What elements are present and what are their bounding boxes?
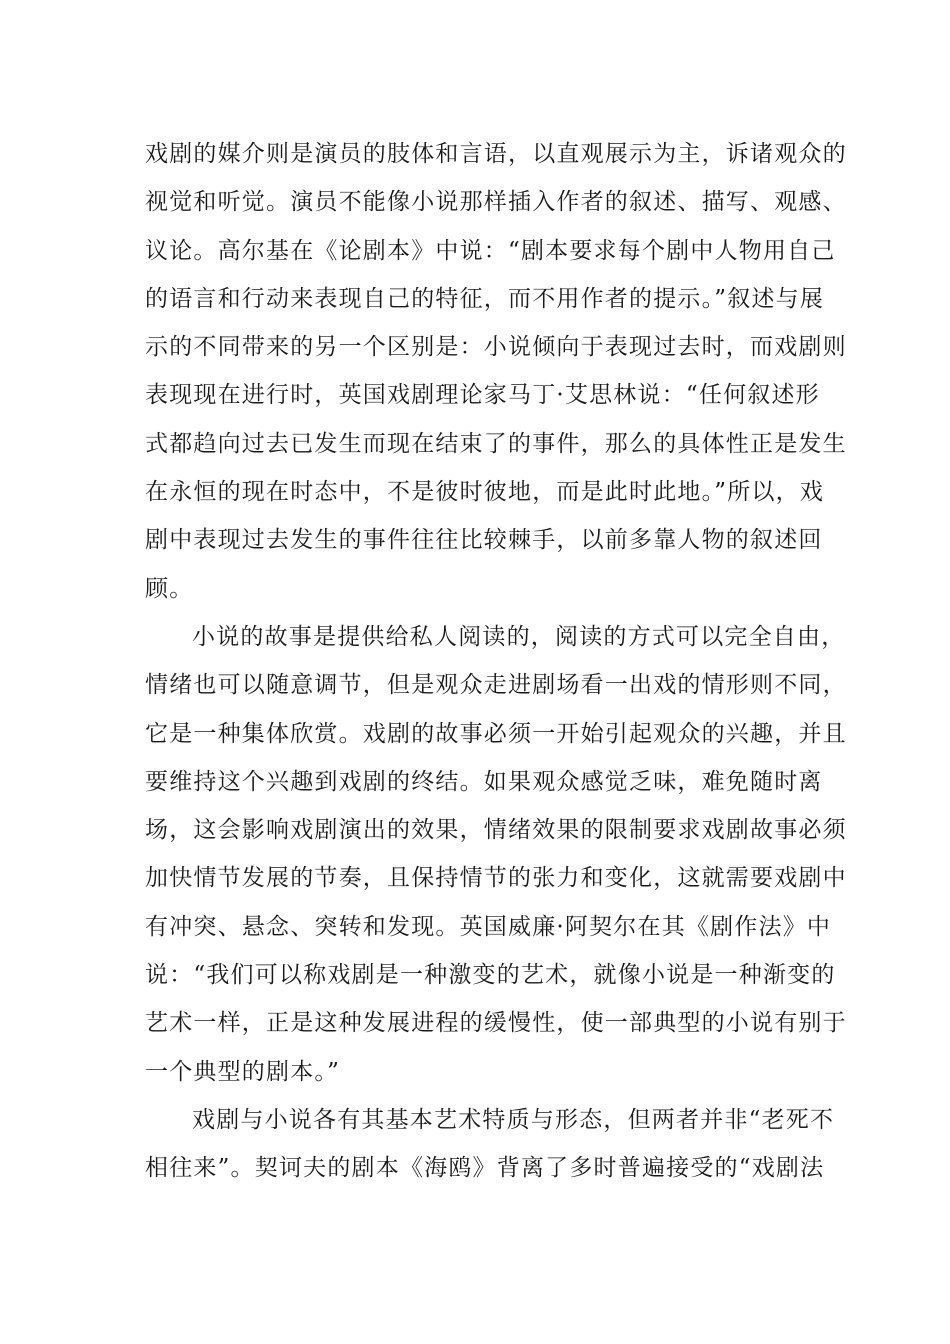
text-line: 场，这会影响戏剧演出的效果，情绪效果的限制要求戏剧故事必须 (145, 817, 847, 844)
text-line: 相往来”。契诃夫的剧本《海鸥》背离了多时普遍接受的“戏剧法 (145, 1155, 825, 1182)
text-line: 在永恒的现在时态中，不是彼时彼地，而是此时此地。”所以，戏 (145, 479, 825, 506)
text-line: 艺术一样，正是这种发展进程的缓慢性，使一部典型的小说有别于 (145, 1010, 847, 1037)
text-line: 顾。 (145, 575, 194, 602)
text-line: 要维持这个兴趣到戏剧的终结。如果观众感觉乏味，难免随时离 (145, 768, 823, 795)
text-line: 小说的故事是提供给私人阅读的，阅读的方式可以完全自由， (192, 623, 846, 650)
text-line: 剧中表现过去发生的事件往往比较棘手，以前多靠人物的叙述回 (145, 527, 823, 554)
text-line: 视觉和听觉。演员不能像小说那样插入作者的叙述、描写、观感、 (145, 189, 847, 216)
text-line: 情绪也可以随意调节，但是观众走进剧场看一出戏的情形则不同， (145, 672, 847, 699)
text-line: 说：“我们可以称戏剧是一种激变的艺术，就像小说是一种渐变的 (145, 962, 836, 989)
body-text (145, 130, 847, 1193)
text-line: 戏剧的媒介则是演员的肢体和言语，以直观展示为主，诉诸观众的 (145, 141, 847, 167)
text-line: 一个典型的剧本。” (145, 1058, 341, 1085)
text-line: 有冲突、悬念、突转和发现。英国威廉·阿契尔在其《剧作法》中 (145, 913, 832, 940)
text-line: 式都趋向过去已发生而现在结束了的事件，那么的具体性正是发生 (145, 430, 847, 457)
text-line: 表现现在进行时，英国戏剧理论家马丁·艾思林说：“任何叙述形 (145, 382, 820, 409)
text-line: 的语言和行动来表现自己的特征，而不用作者的提示。”叙述与展 (145, 285, 825, 312)
text-line: 议论。高尔基在《论剧本》中说：“剧本要求每个剧中人物用自己 (145, 237, 836, 264)
text-line: 示的不同带来的另一个区别是：小说倾向于表现过去时，而戏剧则 (145, 334, 847, 361)
text-line: 戏剧与小说各有其基本艺术特质与形态，但两者并非“老死不 (192, 1106, 835, 1133)
text-line: 加快情节发展的节奏，且保持情节的张力和变化，这就需要戏剧中 (145, 865, 847, 892)
text-line: 它是一种集体欣赏。戏剧的故事必须一开始引起观众的兴趣，并且 (145, 720, 847, 747)
